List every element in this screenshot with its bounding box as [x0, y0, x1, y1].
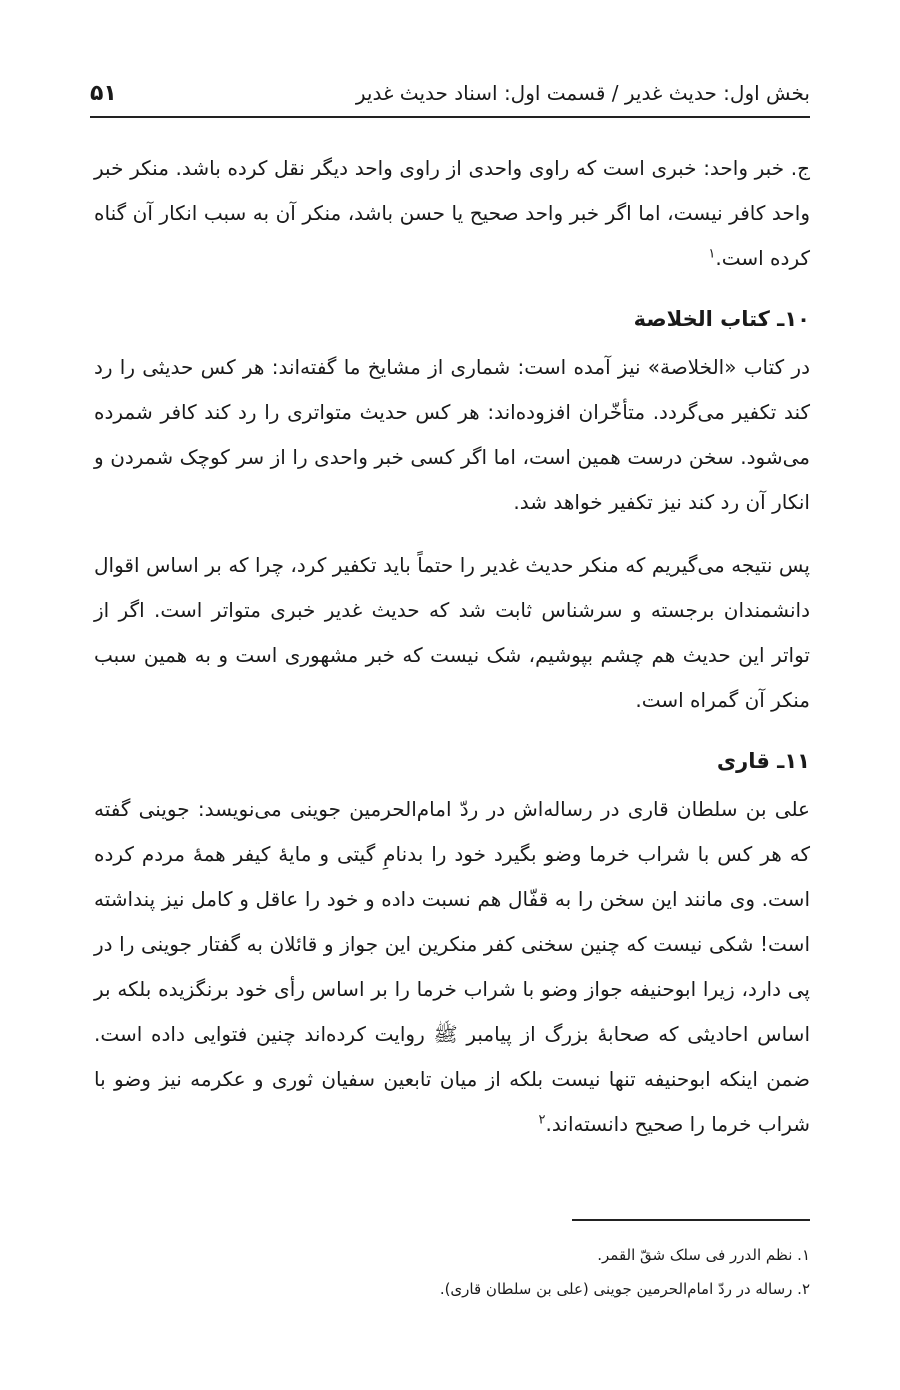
- paragraph-text: علی بن سلطان قاری در رساله‌اش در ردّ امام‌الحرمین جوینی می‌نویسد: جوینی گفته که هر کس با شراب خرما وضو بگیرد خود را بدنامِ گیتی و مایهٔ کیفر همهٔ مردم کرده است. وی مانند این سخن را به قفّال هم نسبت داده و خود را عاقل و کامل نیز پنداشته است! شکی نیست که چنین سخنی کفر منکرین این جواز و قائلان به گفتار جوینی را در پی دارد، زیرا ابوحنیفه جواز وضو با شراب خرما را بر اساس رأی خود برنگزیده بلکه بر اساس احادیثی که صحابهٔ بزرگ از پیامبر ﷺ روایت کرده‌اند چنین فتوایی داده است. ضمن اینکه ابوحنیفه تنها نیست بلکه از میان تابعین سفیان ثوری و عکرمه نیز وضو با شراب خرما را صحیح دانسته‌اند.: [94, 797, 810, 1136]
- page-number: ۵۱: [90, 80, 117, 106]
- paragraph-khabar-vahed: [94, 146, 810, 281]
- running-header: [90, 70, 810, 118]
- paragraph-qari: [94, 787, 810, 1147]
- paragraph-conclusion: پس نتیجه می‌گیریم که منکر حدیث غدیر را حتماً باید تکفیر کرد، چرا که بر اساس اقوال دانشمندان برجسته و سرشناس ثابت شد که حدیث غدیر خبری متواتر است. اگر از تواتر این حدیث هم چشم بپوشیم، شک نیست که خبر مشهوری است و به همین سبب منکر آن گمراه است.: [94, 553, 810, 712]
- footnote-1: ۱. نظم الدرر فی سلک شقّ القمر.: [597, 1246, 810, 1264]
- footnotes: [90, 1238, 810, 1306]
- paragraph-khulasa: در کتاب «الخلاصة» نیز آمده است: شماری از مشایخ ما گفته‌اند: هر کس حدیثی را رد کند تکفیر می‌گردد. متأخّران افزوده‌اند: هر کس حدیث متواتری را رد کند کافر شمرده می‌شود. سخن درست همین است، اما اگر کسی خبر واحدی را از سر کوچک شمردن و انکار آن رد کند نیز تکفیر خواهد شد.: [94, 355, 810, 514]
- running-title: بخش اول: حدیث غدیر / قسمت اول: اسناد حدیث غدیر: [355, 81, 810, 105]
- footnote-ref-2[interactable]: ۲: [538, 1112, 546, 1128]
- footnote-ref-1[interactable]: ۱: [708, 246, 716, 262]
- section-heading-10: ۱۰ـ کتاب الخلاصة: [633, 307, 810, 331]
- page-body: [94, 146, 810, 1165]
- footnote-divider: [572, 1219, 810, 1221]
- footnote-2: ۲. رساله در ردّ امام‌الحرمین جوینی (علی بن سلطان قاری).: [439, 1280, 810, 1298]
- section-heading-11: ۱۱ـ قاری: [716, 749, 810, 773]
- paragraph-text: ج. خبر واحد: خبری است که راوی واحدی از راوی واحد دیگر نقل کرده باشد. منکر خبر واحد کافر نیست، اما اگر خبر واحد صحیح یا حسن باشد، منکر آن به سبب انکار آن گناه کرده است.: [94, 156, 810, 270]
